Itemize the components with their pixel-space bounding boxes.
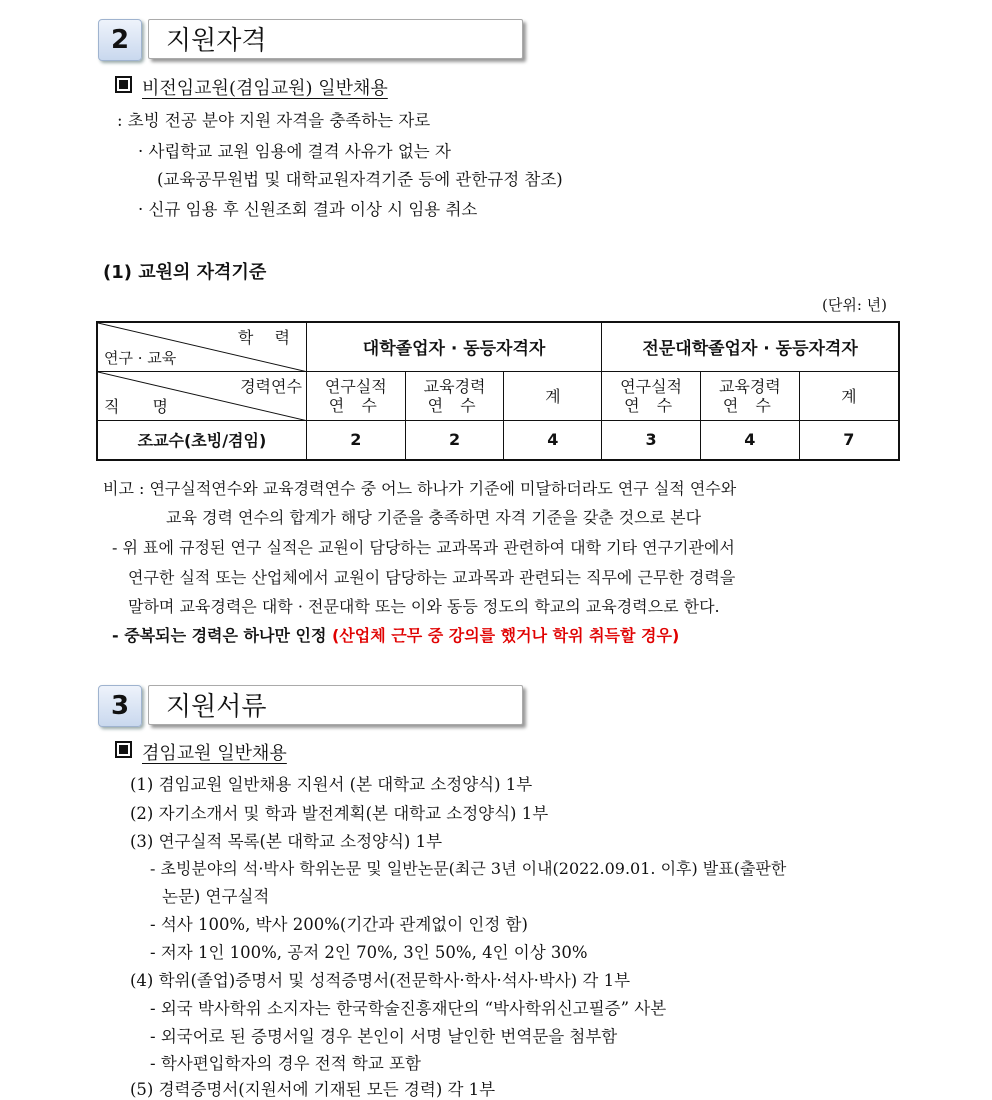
doc-item: (5) 경력증명서(지원서에 기재된 모든 경력) 각 1부 (130, 1080, 496, 1099)
doc-subitem: - 석사 100%, 박사 200%(기간과 관계없이 인정 함) (150, 915, 528, 934)
value-cell: 3 (602, 420, 701, 460)
eligibility-line-1: : 초빙 전공 분야 지원 자격을 충족하는 자로 (117, 111, 431, 130)
corner-2-top: 경력연수 (240, 376, 302, 396)
col-research-years: 연구실적 연 수 (602, 371, 701, 420)
section-2-subtitle: 비전임교원(겸임교원) 일반채용 (115, 74, 388, 100)
value-cell: 2 (306, 420, 405, 460)
note-line-3: - 위 표에 규정된 연구 실적은 교원이 담당하는 교과목과 관련하여 대학 기타 연구기관에서 (112, 538, 735, 557)
eligibility-line-4: · 신규 임용 후 신원조회 결과 이상 시 임용 취소 (138, 200, 478, 219)
note-line-1: 비고 : 연구실적연수와 교육경력연수 중 어느 하나가 기준에 미달하더라도 연구 실적 연수와 (103, 479, 737, 498)
table-title: (1) 교원의 자격기준 (103, 262, 267, 283)
section-2-number: 2 (98, 19, 142, 61)
doc-subitem: - 외국어로 된 증명서일 경우 본인이 서명 날인한 번역문을 첨부함 (150, 1027, 618, 1046)
section-2-title: 지원자격 (148, 19, 523, 59)
section-3-number: 3 (98, 685, 142, 727)
note-line-5: 말하며 교육경력은 대학 · 전문대학 또는 이와 동등 정도의 학교의 교육경력으로 한다. (128, 597, 720, 616)
value-cell: 7 (799, 420, 899, 460)
eligibility-line-2: · 사립학교 교원 임용에 결격 사유가 없는 자 (138, 142, 451, 161)
note-line-4: 연구한 실적 또는 산업체에서 교원이 담당하는 교과목과 관련되는 직무에 근무한 경력을 (128, 568, 736, 587)
section-3-title: 지원서류 (148, 685, 523, 725)
col-total: 계 (504, 371, 602, 420)
col-education-years: 교육경력 연 수 (700, 371, 799, 420)
corner-1-top: 학 력 (237, 328, 298, 347)
value-cell: 4 (700, 420, 799, 460)
section-3-subtitle: 겸임교원 일반채용 (115, 739, 287, 765)
emphasis-line: - 중복되는 경력은 하나만 인정 (산업체 근무 중 강의를 했거나 학위 취득할 경우) (112, 626, 680, 645)
header-corner-2 (97, 371, 306, 420)
doc-item: (4) 학위(졸업)증명서 및 성적증명서(전문학사·학사·석사·박사) 각 1부 (130, 971, 631, 990)
value-cell: 4 (504, 420, 602, 460)
row-label: 조교수(초빙/겸임) (97, 420, 306, 460)
square-bullet-icon (115, 76, 132, 93)
doc-subitem: - 저자 1인 100%, 공저 2인 70%, 3인 50%, 4인 이상 30% (150, 943, 588, 962)
emphasis-red: (산업체 근무 중 강의를 했거나 학위 취득할 경우) (331, 626, 680, 645)
corner-1-bottom: 연구 · 교육 (104, 348, 177, 367)
square-bullet-icon (115, 741, 132, 758)
corner-2-bottom: 직 명 (104, 396, 182, 416)
doc-subitem: - 학사편입학자의 경우 전적 학교 포함 (150, 1054, 421, 1073)
note-line-2: 교육 경력 연수의 합계가 해당 기준을 충족하면 자격 기준을 갖춘 것으로 본다 (166, 508, 702, 527)
doc-subitem: - 초빙분야의 석·박사 학위논문 및 일반논문(최근 3년 이내(2022.09.01. 이후) 발표(출판한 (150, 859, 787, 878)
col-education-years: 교육경력 연 수 (405, 371, 504, 420)
group-header-university: 대학졸업자 · 동등자격자 (306, 322, 601, 371)
doc-subitem: 논문) 연구실적 (162, 887, 270, 906)
doc-subitem: - 외국 박사학위 소지자는 한국학술진흥재단의 “박사학위신고필증” 사본 (150, 999, 667, 1018)
group-header-college: 전문대학졸업자 · 동등자격자 (602, 322, 899, 371)
eligibility-line-3: (교육공무원법 및 대학교원자격기준 등에 관한규정 참조) (157, 170, 563, 189)
doc-item: (2) 자기소개서 및 학과 발전계획(본 대학교 소정양식) 1부 (130, 804, 549, 823)
doc-item: (1) 겸임교원 일반채용 지원서 (본 대학교 소정양식) 1부 (130, 775, 533, 794)
col-total: 계 (799, 371, 899, 420)
value-cell: 2 (405, 420, 504, 460)
header-corner-1 (97, 322, 306, 371)
col-research-years: 연구실적 연 수 (306, 371, 405, 420)
section-2-header (98, 19, 528, 65)
doc-item: (3) 연구실적 목록(본 대학교 소정양식) 1부 (130, 832, 443, 851)
section-3-header (98, 685, 528, 731)
qualification-table (96, 321, 900, 461)
unit-label: (단위: 년) (822, 296, 887, 314)
